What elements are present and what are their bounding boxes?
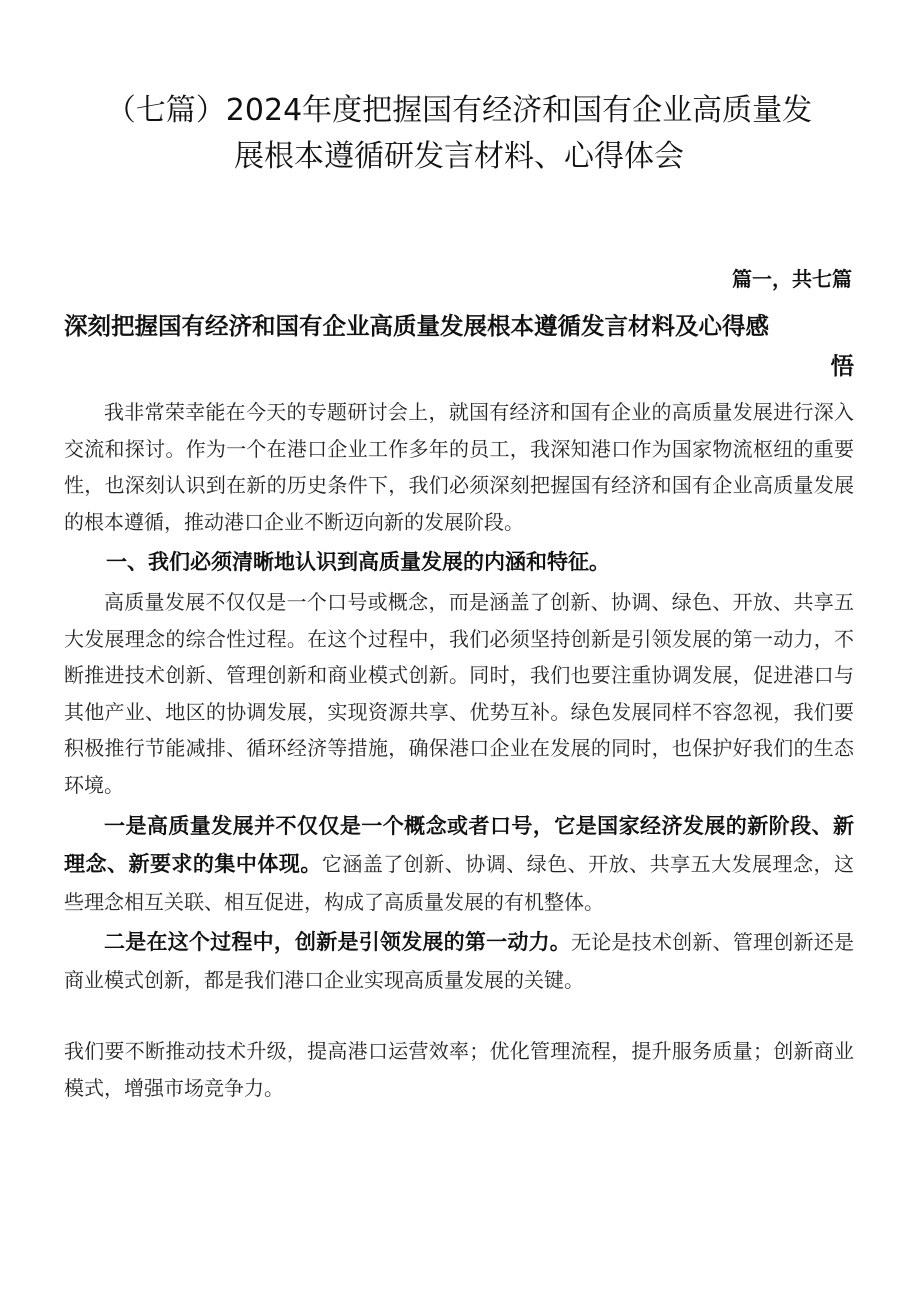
document-title	[64, 88, 854, 180]
point-two-rest: 无论是技术创新、管理创新还是商业模式创新，都是我们港口企业实现高质量发展的关键。	[64, 930, 855, 992]
paragraph-intro: 我非常荣幸能在今天的专题研讨会上，就国有经济和国有企业的高质量发展进行深入交流和探讨。作为一个在港口企业工作多年的员工，我深知港口作为国家物流枢纽的重要性，也深刻认识到在新的历史条件下，我们必须深刻把握国有经济和国有企业高质量发展的根本遵循，推动港口企业不断迈向新的发展阶段。	[64, 400, 854, 534]
paragraph-point-two	[64, 923, 854, 999]
subheading-1: 一、我们必须清晰地认识到高质量发展的内涵和特征。	[106, 550, 610, 574]
section-heading-line-2: 悟	[830, 352, 854, 380]
document-title-line-1: （七篇）2024年度把握国有经济和国有企业高质量发	[105, 93, 813, 128]
paragraph-last: 我们要不断推动技术升级，提高港口运营效率；优化管理流程，提升服务质量；创新商业模式，增强市场竞争力。	[64, 1039, 854, 1100]
point-one-lead: 一是高质量发展并不仅仅是一个概念或者口号，它是国家经济发展的新阶段、新理念、新要求的集中体现。	[64, 813, 854, 876]
part-label: 篇一，共七篇	[732, 267, 852, 291]
section-heading-line-1: 深刻把握国有经济和国有企业高质量发展根本遵循发言材料及心得感	[64, 312, 769, 340]
point-one-rest: 它涵盖了创新、协调、绿色、开放、共享五大发展理念，这些理念相互关联、相互促进，构成了高质量发展的有机整体。	[64, 852, 855, 914]
paragraph-quality: 高质量发展不仅仅是一个口号或概念，而是涵盖了创新、协调、绿色、开放、共享五大发展理念的综合性过程。在这个过程中，我们必须坚持创新是引领发展的第一动力，不断推进技术创新、管理创新和商业模式创新。同时，我们也要注重协调发展，促进港口与其他产业、地区的协调发展，实现资源共享、优势互补。绿色发展同样不容忽视，我们要积极推行节能减排、循环经济等措施，确保港口企业在发展的同时，也保护好我们的生态环境。	[64, 590, 854, 797]
paragraph-point-one	[64, 807, 854, 921]
section-heading	[64, 306, 854, 386]
document-title-line-2: 展根本遵循研发言材料、心得体会	[234, 139, 684, 174]
point-two-lead: 二是在这个过程中，创新是引领发展的第一动力。	[104, 929, 572, 954]
